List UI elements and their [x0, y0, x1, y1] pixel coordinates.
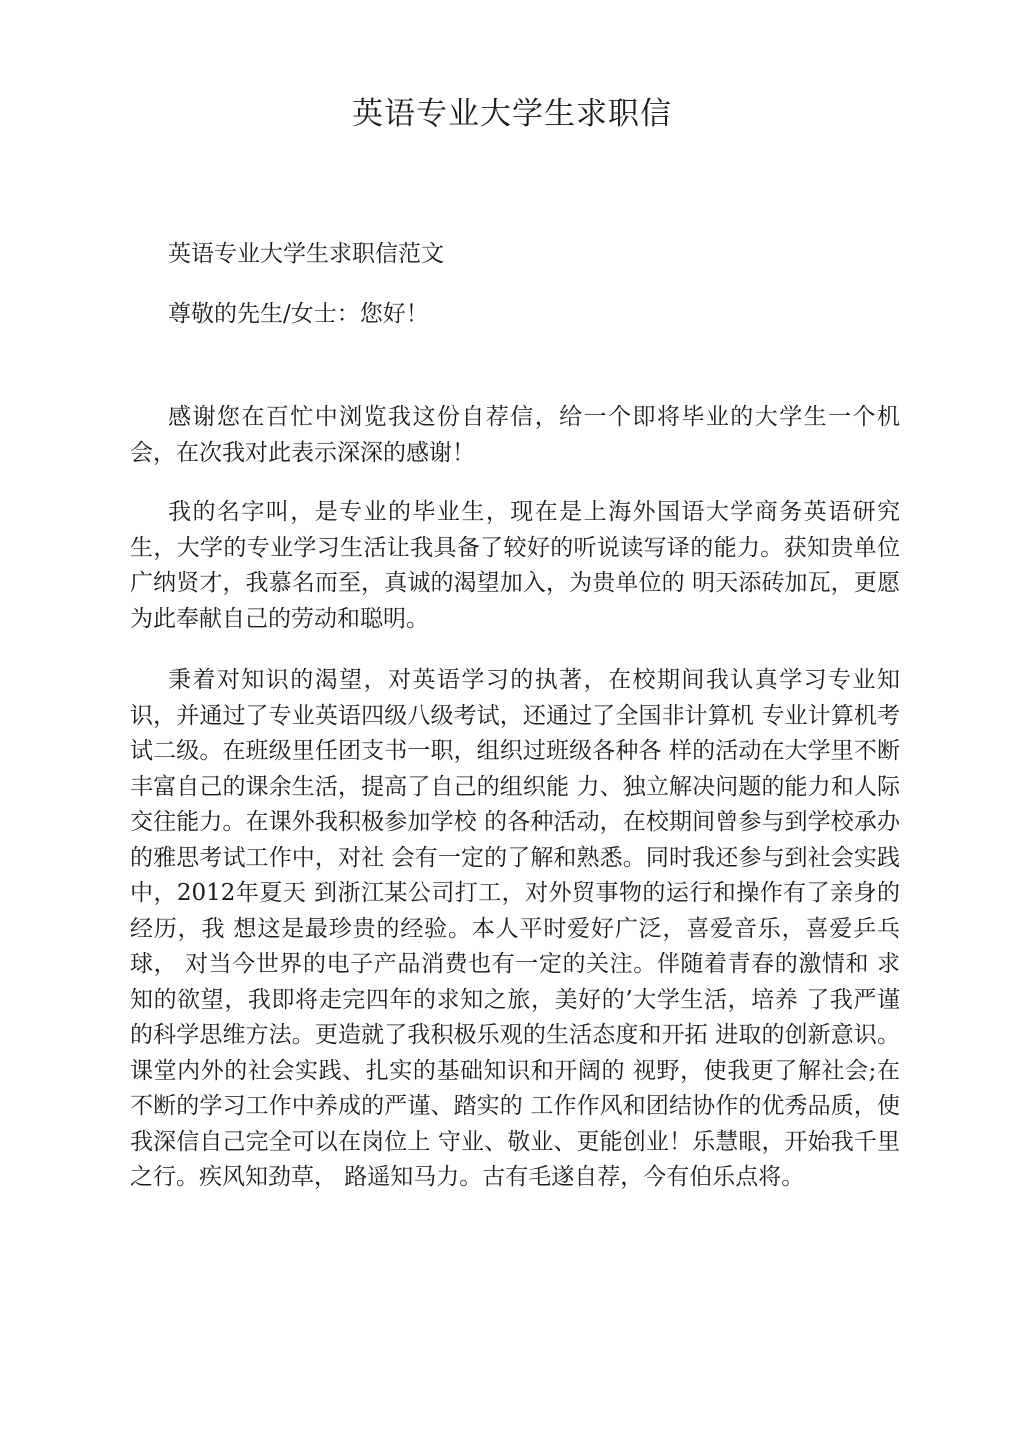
document-subtitle: 英语专业大学生求职信范文: [168, 241, 444, 267]
document-title: 英语专业大学生求职信: [352, 96, 672, 132]
paragraph-experience: 秉着对知识的渴望，对英语学习的执著，在校期间我认真学习专业知识，并通过了专业英语四级八级考试，还通过了全国非计算机 专业计算机考试二级。在班级里任团支书一职，组织过班级各种各 样的活动在大学里不断丰富自己的课余生活，提高了自己的组织能 力、独立解决问题的能力和人际交往能力。在课外我积极参加学校 的各种活动，在校期间曾参与到学校承办的雅思考试工作中，对社 会有一定的了解和熟悉。同时我还参与到社会实践中，2012年夏天 到浙江某公司打工，对外贸事物的运行和操作有了亲身的经历，我 想这是最珍贵的经验。本人平时爱好广泛，喜爱音乐，喜爱乒乓球， 对当今世界的电子产品消费也有一定的关注。伴随着青春的激情和 求知的欲望，我即将走完四年的求知之旅，美好的’大学生活，培养 了我严谨的科学思维方法。更造就了我积极乐观的生活态度和开拓 进取的创新意识。课堂内外的社会实践、扎实的基础知识和开阔的 视野，使我更了解社会;在不断的学习工作中养成的严谨、踏实的 工作作风和团结协作的优秀品质，使我深信自己完全可以在岗位上 守业、敬业、更能创业！乐慧眼，开始我千里之行。疾风知劲草， 路遥知马力。古有毛遂自荐，今有伯乐点将。: [130, 667, 900, 1190]
paragraph-introduction: 我的名字叫，是专业的毕业生，现在是上海外国语大学商务英语研究生，大学的专业学习生活让我具备了较好的听说读写译的能力。获知贵单位广纳贤才，我慕名而至，真诚的渴望加入，为贵单位的 明天添砖加瓦，更愿为此奉献自己的劳动和聪明。: [130, 499, 900, 632]
paragraph-thanks: 感谢您在百忙中浏览我这份自荐信，给一个即将毕业的大学生一个机会，在次我对此表示深深的感谢！: [130, 404, 900, 466]
salutation: 尊敬的先生/女士：您好！: [168, 301, 429, 327]
